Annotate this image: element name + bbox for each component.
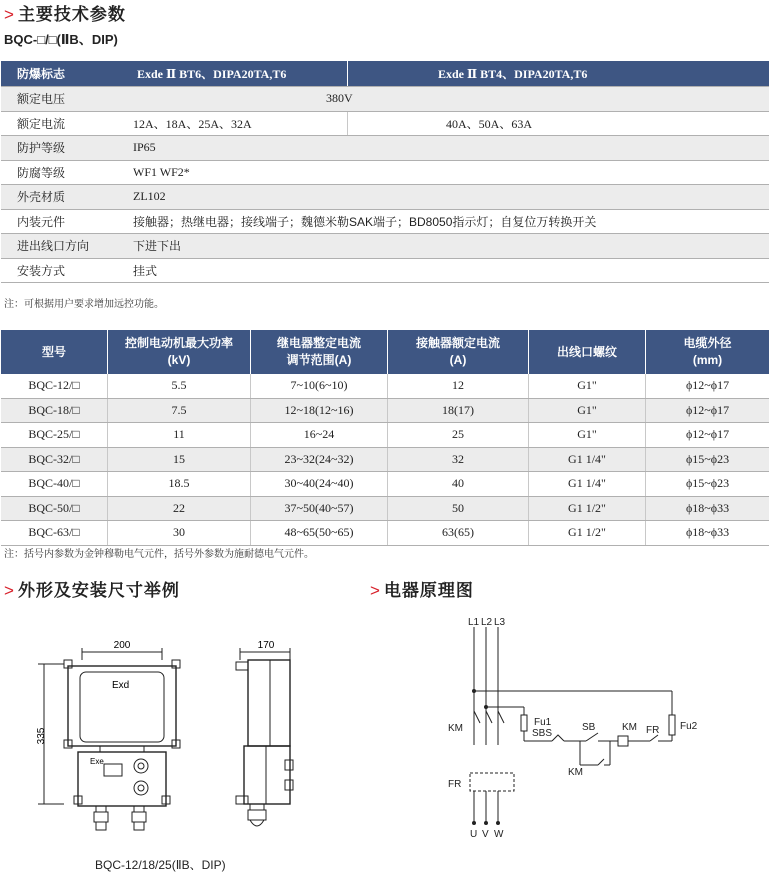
spec-row-label: 安装方式 bbox=[1, 258, 121, 283]
table-cell: G1 1/4" bbox=[529, 447, 646, 472]
spec-row-value: 接触器；热继电器；接线端子；魏德米勒SAK端子；BD8050指示灯；自复位万转换开关 bbox=[121, 209, 769, 234]
label-exe: Exe bbox=[90, 757, 104, 766]
table-cell: 18.5 bbox=[108, 472, 251, 497]
label-km: KM bbox=[448, 723, 463, 734]
spec-row-label: 进出线口方向 bbox=[1, 234, 121, 259]
spec-row-value: WF1 WF2* bbox=[121, 160, 769, 185]
spec-row-label: 额定电流 bbox=[1, 111, 121, 136]
col-header-text: 型号 bbox=[41, 344, 66, 359]
section-title-dimensions bbox=[4, 576, 180, 601]
table-cell: 50 bbox=[388, 496, 529, 521]
table-cell: 23~32(24~32) bbox=[251, 447, 388, 472]
label-fr-contact: FR bbox=[646, 725, 660, 736]
table-cell: 18(17) bbox=[388, 398, 529, 423]
arrow-icon: > bbox=[370, 581, 381, 600]
table-cell: 40 bbox=[388, 472, 529, 497]
model-table-body bbox=[1, 374, 769, 545]
spec-row bbox=[1, 160, 769, 185]
col-header-thread bbox=[529, 330, 646, 374]
exd-box bbox=[68, 666, 176, 746]
col-header-contactor bbox=[388, 330, 529, 374]
table-cell: 7~10(6~10) bbox=[251, 374, 388, 398]
model-code: BQC-□/□(ⅡB、DIP) bbox=[4, 32, 118, 47]
spec-row-label: 外壳材质 bbox=[1, 185, 121, 210]
knob bbox=[134, 759, 148, 773]
label-sbs: SBS bbox=[532, 728, 553, 739]
table-cell: ϕ15~ϕ23 bbox=[646, 447, 770, 472]
table-cell: 7.5 bbox=[108, 398, 251, 423]
spec-row bbox=[1, 111, 769, 136]
spec-row bbox=[1, 234, 769, 259]
coil-km bbox=[618, 736, 628, 746]
table-cell: G1 1/4" bbox=[529, 472, 646, 497]
spec-row-value: ZL102 bbox=[121, 185, 769, 210]
spec-row bbox=[1, 209, 769, 234]
table-cell: 12 bbox=[388, 374, 529, 398]
contact-km-main bbox=[474, 711, 504, 723]
spec-header-label: 防爆标志 bbox=[1, 61, 121, 87]
arrow-icon: > bbox=[4, 5, 15, 24]
dim-height: 335 bbox=[36, 727, 47, 745]
table-cell: ϕ18~ϕ33 bbox=[646, 521, 770, 546]
table-cell: 12~18(12~16) bbox=[251, 398, 388, 423]
table-cell: G1 1/2" bbox=[529, 521, 646, 546]
table-cell: BQC-50/□ bbox=[1, 496, 108, 521]
table-cell: 63(65) bbox=[388, 521, 529, 546]
col-header-text: 接触器额定电流 bbox=[415, 336, 500, 350]
table-cell: 15 bbox=[108, 447, 251, 472]
spec-header-col2: Exde Ⅱ BT4、DIPA20TA,T6 bbox=[348, 61, 770, 87]
contact-km-aux bbox=[598, 759, 604, 765]
col-header-model bbox=[1, 330, 108, 374]
spec-row-label: 防护等级 bbox=[1, 136, 121, 161]
label-fu2: Fu2 bbox=[680, 721, 698, 732]
exe-window bbox=[104, 764, 122, 776]
side-upper bbox=[248, 660, 290, 746]
spec-row-value: 挂式 bbox=[121, 258, 769, 283]
section-title-text: 主要技术参数 bbox=[17, 5, 126, 24]
table-cell: 25 bbox=[388, 423, 529, 448]
col-header-unit: (kV) bbox=[167, 353, 191, 367]
table-cell: BQC-25/□ bbox=[1, 423, 108, 448]
table-row bbox=[1, 521, 769, 546]
spec-note: 注：可根据用户要求增加远控功能。 bbox=[4, 299, 164, 310]
table-cell: G1" bbox=[529, 423, 646, 448]
fuse-fu2 bbox=[669, 715, 675, 735]
table-cell: ϕ12~ϕ17 bbox=[646, 423, 770, 448]
table-cell: BQC-32/□ bbox=[1, 447, 108, 472]
spec-row-value: 40A、50A、63A bbox=[348, 111, 770, 136]
col-header-text: 控制电动机最大功率 bbox=[124, 336, 233, 350]
spec-row-label: 内装元件 bbox=[1, 209, 121, 234]
col-header-text: 继电器整定电流 bbox=[276, 336, 361, 350]
table-cell: 37~50(40~57) bbox=[251, 496, 388, 521]
dim-width-front: 200 bbox=[113, 640, 131, 651]
model-table bbox=[1, 330, 769, 546]
label-l2: L2 bbox=[481, 617, 493, 628]
table-cell: ϕ12~ϕ17 bbox=[646, 398, 770, 423]
label-l1: L1 bbox=[468, 617, 480, 628]
model-table-header bbox=[1, 330, 769, 374]
table-cell: 48~65(50~65) bbox=[251, 521, 388, 546]
spec-row-value: 下进下出 bbox=[121, 234, 769, 259]
drawing-caption: BQC-12/18/25(ⅡB、DIP) bbox=[95, 858, 226, 872]
table-cell: BQC-12/□ bbox=[1, 374, 108, 398]
table-cell: 32 bbox=[388, 447, 529, 472]
table-cell: G1" bbox=[529, 398, 646, 423]
dim-width-side: 170 bbox=[257, 640, 275, 651]
label-sb: SB bbox=[582, 722, 596, 733]
table-cell: BQC-18/□ bbox=[1, 398, 108, 423]
table-cell: ϕ12~ϕ17 bbox=[646, 374, 770, 398]
dimension-drawing bbox=[0, 600, 360, 850]
table-cell: ϕ18~ϕ33 bbox=[646, 496, 770, 521]
label-u: U bbox=[470, 829, 478, 840]
col-header-text: 电缆外径 bbox=[683, 336, 732, 350]
spec-table bbox=[1, 61, 769, 283]
table-row bbox=[1, 423, 769, 448]
side-lower bbox=[244, 746, 290, 804]
knob bbox=[134, 781, 148, 795]
col-header-relay bbox=[251, 330, 388, 374]
table-row bbox=[1, 398, 769, 423]
section-title-text: 电器原理图 bbox=[383, 581, 474, 600]
table-row bbox=[1, 496, 769, 521]
label-km-coil: KM bbox=[622, 722, 637, 733]
spec-header-col1: Exde Ⅱ BT6、DIPA20TA,T6 bbox=[121, 61, 348, 87]
schematic-diagram bbox=[440, 615, 740, 845]
col-header-unit: (mm) bbox=[692, 353, 723, 367]
fuse-fu1 bbox=[521, 715, 527, 731]
spec-row bbox=[1, 185, 769, 210]
col-header-power bbox=[108, 330, 251, 374]
label-v: V bbox=[482, 829, 489, 840]
spec-row-value: 380V bbox=[121, 87, 769, 112]
table-cell: 30 bbox=[108, 521, 251, 546]
arrow-icon: > bbox=[4, 581, 15, 600]
col-header-unit: (A) bbox=[449, 353, 467, 367]
section-title-schematic bbox=[370, 576, 474, 601]
model-note: 注：括号内参数为金钟穆勒电气元件，括号外参数为施耐德电气元件。 bbox=[4, 549, 314, 560]
table-row bbox=[1, 472, 769, 497]
relay-fr bbox=[470, 773, 514, 791]
section-title-text: 外形及安装尺寸举例 bbox=[17, 581, 180, 600]
label-l3: L3 bbox=[494, 617, 506, 628]
label-fr: FR bbox=[448, 779, 462, 790]
label-w: W bbox=[494, 829, 504, 840]
spec-row-value: IP65 bbox=[121, 136, 769, 161]
table-cell: G1" bbox=[529, 374, 646, 398]
spec-row bbox=[1, 87, 769, 112]
spec-row-label: 额定电压 bbox=[1, 87, 121, 112]
label-fu1: Fu1 bbox=[534, 717, 552, 728]
switch-sbs bbox=[552, 735, 564, 741]
table-cell: 11 bbox=[108, 423, 251, 448]
col-header-cable bbox=[646, 330, 770, 374]
table-cell: BQC-40/□ bbox=[1, 472, 108, 497]
spec-header-row bbox=[1, 61, 769, 87]
table-cell: G1 1/2" bbox=[529, 496, 646, 521]
table-row bbox=[1, 447, 769, 472]
spec-row bbox=[1, 258, 769, 283]
table-cell: 30~40(24~40) bbox=[251, 472, 388, 497]
switch-sb bbox=[586, 733, 598, 741]
table-cell: BQC-63/□ bbox=[1, 521, 108, 546]
col-header-text: 出线口螺纹 bbox=[556, 344, 617, 359]
section-title-parameters bbox=[4, 0, 126, 25]
table-row bbox=[1, 374, 769, 398]
label-exd: Exd bbox=[112, 680, 130, 691]
table-cell: 5.5 bbox=[108, 374, 251, 398]
table-cell: ϕ15~ϕ23 bbox=[646, 472, 770, 497]
spec-row-label: 防腐等级 bbox=[1, 160, 121, 185]
table-cell: 22 bbox=[108, 496, 251, 521]
table-cell: 16~24 bbox=[251, 423, 388, 448]
spec-row bbox=[1, 136, 769, 161]
spec-row-value: 12A、18A、25A、32A bbox=[121, 111, 348, 136]
label-km-aux: KM bbox=[568, 767, 583, 778]
col-header-unit: 调节范围(A) bbox=[286, 353, 352, 367]
